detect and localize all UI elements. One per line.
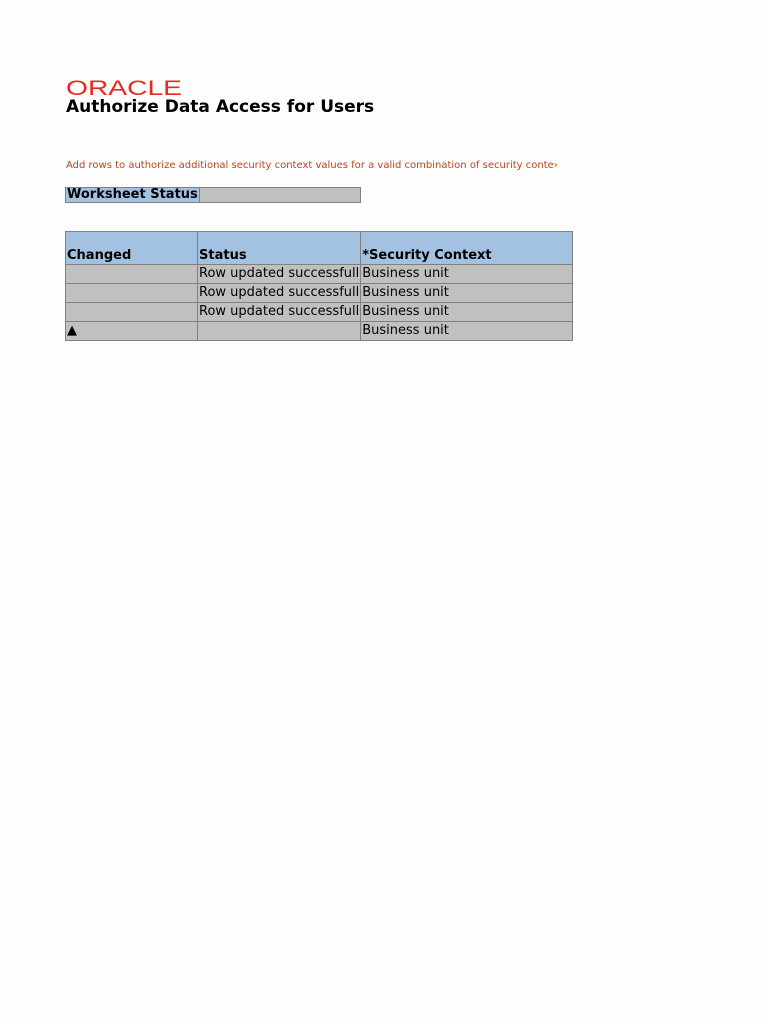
- header-status: Status: [198, 232, 361, 265]
- table-row: [66, 284, 573, 303]
- table-header-row: [66, 232, 573, 265]
- worksheet-status: [65, 187, 361, 203]
- cell-changed[interactable]: [66, 265, 198, 284]
- worksheet-status-label: Worksheet Status: [67, 187, 198, 202]
- cell-status[interactable]: Row updated successfull: [198, 265, 361, 284]
- cell-status[interactable]: [198, 322, 361, 341]
- oracle-logo-mark: [66, 78, 186, 98]
- instructions-text: Add rows to authorize additional security context values for a valid combination of security conte›: [66, 160, 558, 171]
- cell-security-context[interactable]: Business unit: [361, 284, 573, 303]
- cell-security-context[interactable]: Business unit: [361, 265, 573, 284]
- table-row: [66, 265, 573, 284]
- header-changed: Changed: [66, 232, 198, 265]
- header-security-context: *Security Context: [361, 232, 573, 265]
- data-access-table: [65, 231, 573, 341]
- cell-changed[interactable]: [66, 284, 198, 303]
- cell-security-context[interactable]: Business unit: [361, 322, 573, 341]
- cell-status[interactable]: Row updated successfull: [198, 303, 361, 322]
- oracle-logo-text: ORACLE: [66, 78, 182, 98]
- cell-changed-marker[interactable]: ▲: [66, 322, 198, 341]
- worksheet-status-value[interactable]: [199, 188, 360, 203]
- table-row: [66, 303, 573, 322]
- cell-changed[interactable]: [66, 303, 198, 322]
- page-title: Authorize Data Access for Users: [66, 97, 375, 117]
- cell-security-context[interactable]: Business unit: [361, 303, 573, 322]
- cell-status[interactable]: Row updated successfull: [198, 284, 361, 303]
- table-row: [66, 322, 573, 341]
- oracle-logo: [66, 78, 186, 98]
